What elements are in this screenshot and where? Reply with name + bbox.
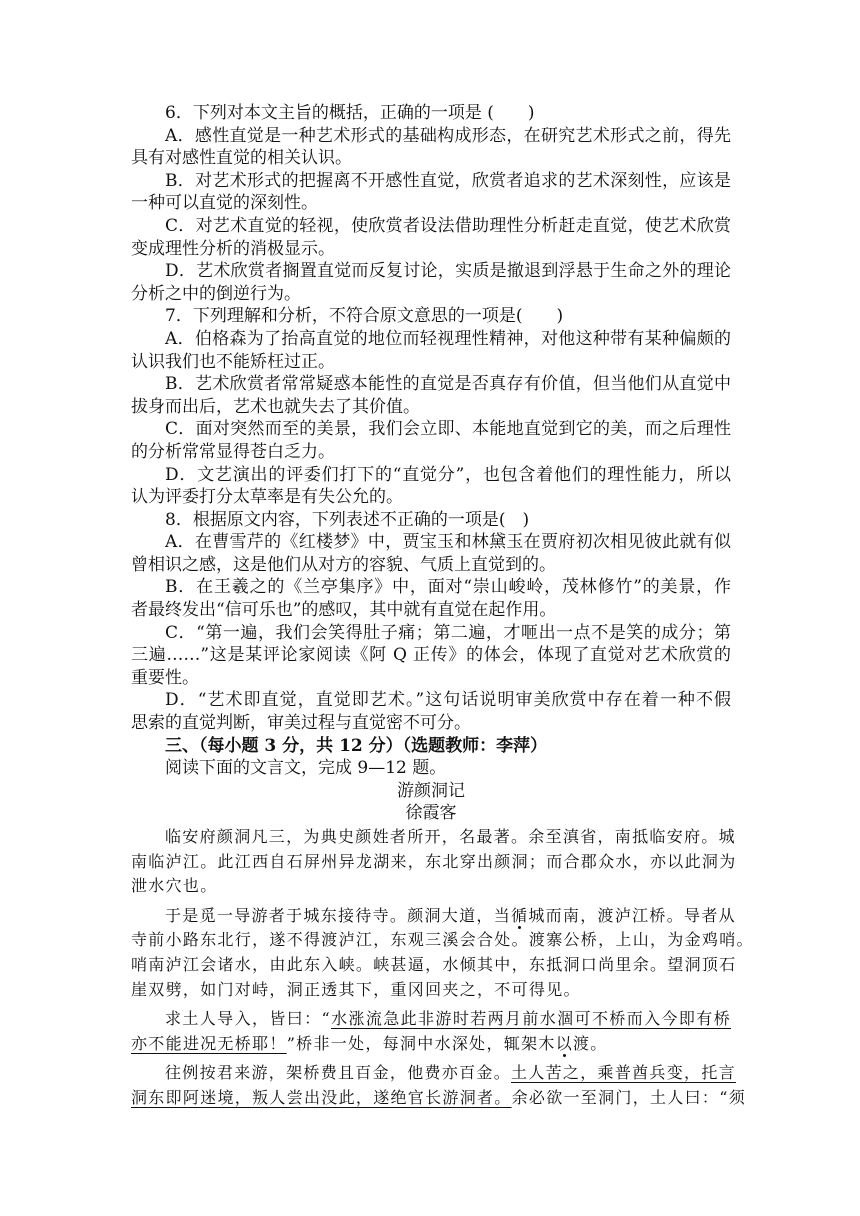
underlined-text: 亦不能进况无桥耶！ <box>131 1033 287 1053</box>
underlined-text: 洞东即阿迷境，叛人尝出没此，遂绝官长游洞者。 <box>131 1087 512 1107</box>
passage-title: 游颜洞记 <box>397 780 465 801</box>
passage-line <box>131 1086 746 1111</box>
passage-text: 渡。 <box>573 1033 608 1053</box>
passage-line: 泄水穴也。 <box>131 876 218 896</box>
option-c-cont: 变成理性分析的消极显示。 <box>131 238 335 259</box>
emphasized-char: 循 <box>511 905 529 925</box>
passage-line: 寺前小路东北行，遂不得渡泸江，东观三溪会合处。渡寨公桥，上山，为金鸡哨。 <box>131 930 754 950</box>
underlined-text: 土人苦之，乘普酋兵变，托言 <box>511 1063 736 1083</box>
passage-paragraph-2 <box>131 904 754 1002</box>
question-7 <box>131 305 731 508</box>
option-a: A．在曹雪芹的《红楼梦》中，贾宝玉和林黛玉在贾府初次相见彼此就有似 <box>165 532 731 553</box>
option-c: C．面对突然而至的美景，我们会立即、本能地直觉到它的美，而之后理性 <box>165 419 731 440</box>
passage-paragraph-1 <box>131 825 737 899</box>
option-a: A．伯格森为了抬高直觉的地位而轻视理性精神，对他这种带有某种偏颇的 <box>165 328 731 349</box>
passage-line <box>131 1061 736 1086</box>
passage-author: 徐霞客 <box>405 803 457 824</box>
option-d: D．文艺演出的评委们打下的“直觉分”，也包含着他们的理性能力，所以 <box>165 464 731 485</box>
document-page <box>131 102 754 1111</box>
passage-text: 余必欲一至洞门，土人曰：“须 <box>511 1087 746 1107</box>
passage-line <box>131 904 736 929</box>
section-heading: 三、（每小题 3 分，共 12 分）（选题教师：李萍） <box>165 735 548 756</box>
passage-text: 城而南，渡泸江桥。导者从 <box>528 905 736 925</box>
option-b: B．在王羲之的《兰亭集序》中，面对“崇山峻岭，茂林修竹”的美景，作 <box>165 577 731 598</box>
passage-text: 于是觅一导游者于城东接待寺。颜洞大道，当 <box>165 905 512 925</box>
option-c: C．对艺术直觉的轻视，使欣赏者设法借助理性分析赶走直觉，使艺术欣赏 <box>165 215 731 236</box>
underlined-text: 水涨流急此非游时若两月前水涸可不桥而入今即有桥 <box>331 1009 731 1029</box>
passage-line: 哨南泸江会诸水，由此东入峡。峡甚逼，水倾其中，东抵洞口尚里余。望洞顶石 <box>131 954 737 974</box>
option-a: A．感性直觉是一种艺术形式的基础构成形态，在研究艺术形式之前，得先 <box>165 125 731 146</box>
option-a-cont: 认识我们也不能矫枉过正。 <box>131 351 335 372</box>
passage-paragraph-4 <box>131 1061 746 1110</box>
question-stem: 7．下列理解和分析，不符合原文意思的一项是( ) <box>165 306 564 327</box>
option-d-cont: 思索的直觉判断，审美过程与直觉密不可分。 <box>131 713 471 734</box>
question-6 <box>131 102 731 305</box>
passage-line: 崖双劈，如门对峙，洞正透其下，重冈回夹之，不可得见。 <box>131 979 581 999</box>
section-instruction: 阅读下面的文言文，完成 9—12 题。 <box>165 758 447 779</box>
passage-line: 临安府颜洞凡三，为典史颜姓者所开，名最著。余至滇省，南抵临安府。城 <box>165 827 736 846</box>
option-c-cont: 三遍……”这是某评论家阅读《阿 Q 正传》的体会，体现了直觉对艺术欣赏的 <box>131 645 731 666</box>
option-c-cont: 的分析常常显得苍白乏力。 <box>131 441 335 462</box>
passage-text: 求土人导入，皆曰：“ <box>165 1009 331 1029</box>
option-b-cont: 者最终发出“信可乐也”的感叹，其中就有直觉在起作用。 <box>131 600 557 621</box>
option-b-cont: 一种可以直觉的深刻性。 <box>131 193 318 214</box>
question-stem: 8．根据原文内容，下列表述不正确的一项是( ) <box>165 509 530 530</box>
option-b-cont: 拔身而出后，艺术也就失去了其价值。 <box>131 396 420 417</box>
passage-text: 往例按君来游，架桥费且百金，他费亦百金。 <box>165 1063 512 1083</box>
option-c: C．“第一遍，我们会笑得肚子痛；第二遍，才咂出一点不是笑的成分；第 <box>165 622 731 643</box>
passage-line <box>131 1007 731 1032</box>
passage-paragraph-3 <box>131 1007 731 1056</box>
option-a-cont: 具有对感性直觉的相关认识。 <box>131 148 352 169</box>
option-b: B．对艺术形式的把握离不开感性直觉，欣赏者追求的艺术深刻性，应该是 <box>165 170 731 191</box>
question-8 <box>131 509 731 735</box>
passage-text: ”桥非一处，每洞中水深处，辄架木 <box>286 1033 556 1053</box>
option-a-cont: 曾相识之感，这是他们从对方的容貌、气质上直觉到的。 <box>131 554 556 575</box>
option-d: D．艺术欣赏者搁置直觉而反复讨论，实质是撤退到浮悬于生命之外的理论 <box>165 261 731 282</box>
passage-line <box>131 1032 731 1057</box>
emphasized-char: 以 <box>555 1033 573 1053</box>
option-b: B．艺术欣赏者常常疑惑本能性的直觉是否真存有价值，但当他们从直觉中 <box>165 374 731 395</box>
option-d-cont: 认为评委打分太草率是有失公允的。 <box>131 487 403 508</box>
passage-line: 南临泸江。此江西自石屏州异龙湖来，东北穿出颜洞；而合郡众水，亦以此洞为 <box>131 851 737 871</box>
option-d: D．“艺术即直觉，直觉即艺术。”这句话说明审美欣赏中存在着一种不假 <box>165 690 731 711</box>
question-stem: 6．下列对本文主旨的概括，正确的一项是 ( ) <box>165 103 535 123</box>
option-d-cont: 分析之中的倒逆行为。 <box>131 283 301 304</box>
option-c-cont-2: 重要性。 <box>131 667 199 688</box>
